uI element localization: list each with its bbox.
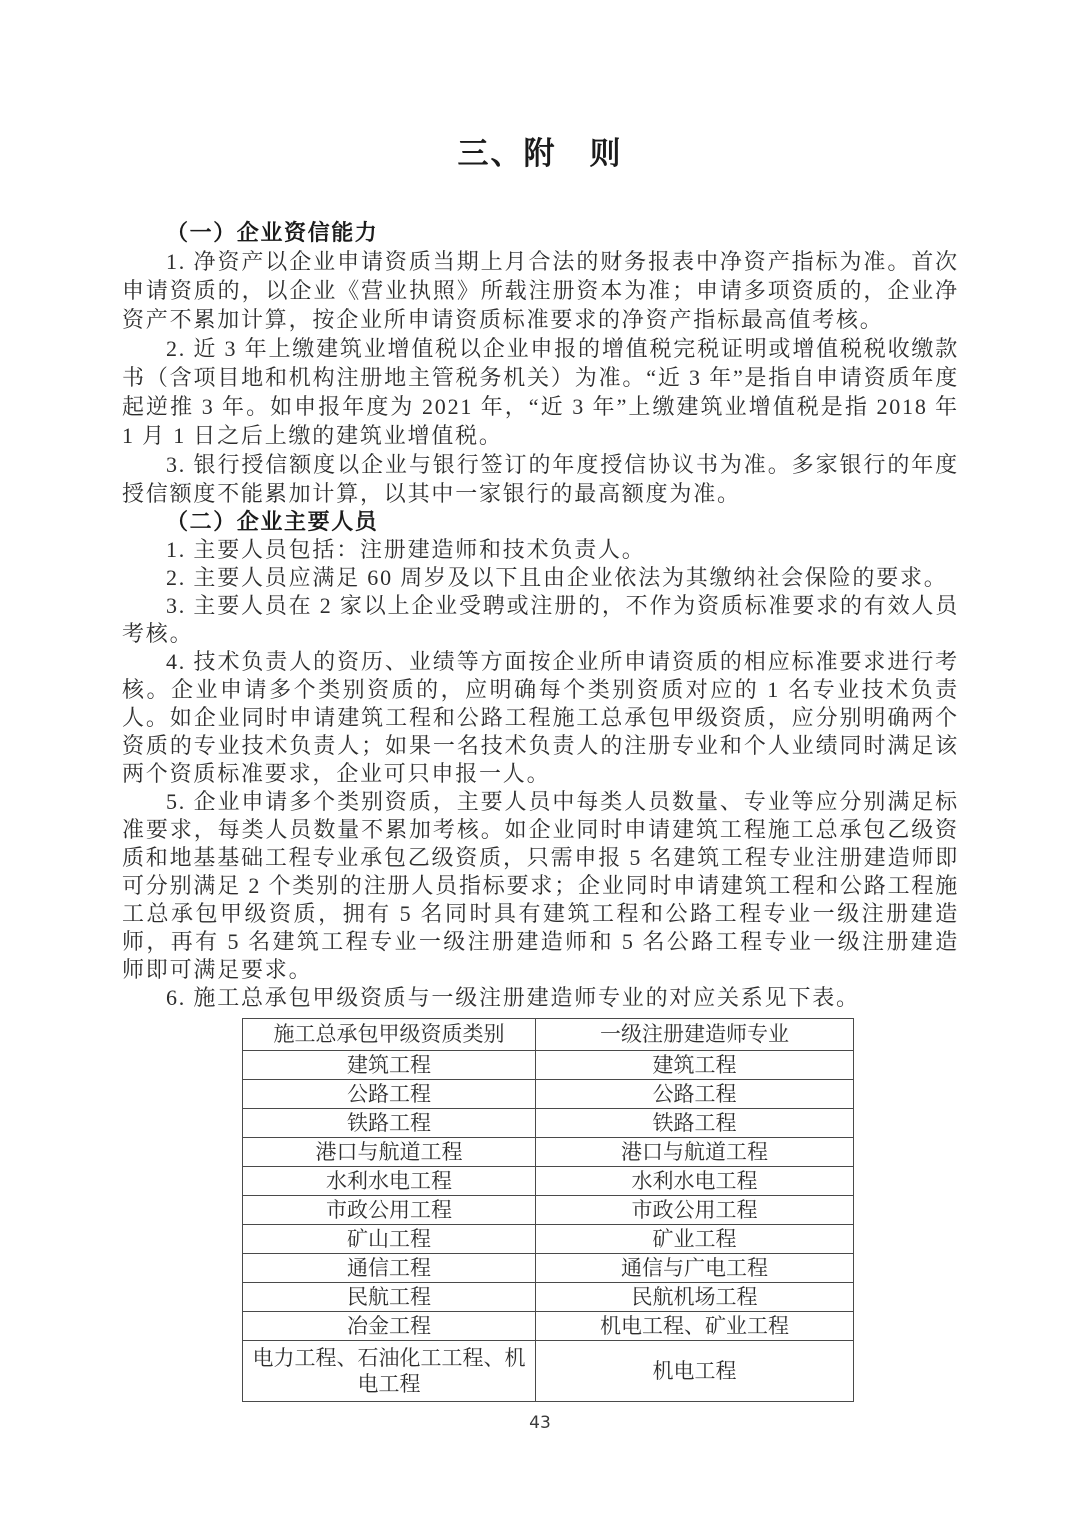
- table-cell: 铁路工程: [243, 1109, 536, 1138]
- paragraph: 3. 主要人员在 2 家以上企业受聘或注册的，不作为资质标准要求的有效人员考核。: [122, 593, 959, 646]
- table-cell: 水利水电工程: [243, 1167, 536, 1196]
- document-body: [122, 218, 959, 1402]
- table-row: [243, 1283, 854, 1312]
- section-heading: （二）企业主要人员: [166, 509, 379, 534]
- table-cell: 电力工程、石油化工工程、机电工程: [243, 1341, 536, 1402]
- table-cell: 通信与广电工程: [536, 1254, 854, 1283]
- table-cell: 市政公用工程: [243, 1196, 536, 1225]
- table-row: [243, 1312, 854, 1341]
- paragraph: 4. 技术负责人的资历、业绩等方面按企业所申请资质的相应标准要求进行考核。企业申请多个类别资质的，应明确每个类别资质对应的 1 名专业技术负责人。如企业同时申请建筑工程和公路工程施工总承包甲级资质，应分别明确两个资质的专业技术负责人；如果一名技术负责人的注册专业和个人业绩同时满足该两个资质标准要求，企业可只申报一人。: [122, 649, 959, 786]
- table-row: [243, 1080, 854, 1109]
- table-cell: 市政公用工程: [536, 1196, 854, 1225]
- table-cell: 建筑工程: [536, 1051, 854, 1080]
- paragraph: 2. 近 3 年上缴建筑业增值税以企业申报的增值税完税证明或增值税税收缴款书（含项目地和机构注册地主管税务机关）为准。“近 3 年”是指自申请资质年度起逆推 3 年。如申报年度为 2021 年，“近 3 年”上缴建筑业增值税是指 2018 年 1 月 1 日之后上缴的建筑业增值税。: [122, 336, 959, 448]
- table-header-row: [243, 1019, 854, 1051]
- section-key-personnel: [122, 508, 959, 1012]
- paragraph: 1. 净资产以企业申请资质当期上月合法的财务报表中净资产指标为准。首次申请资质的，以企业《营业执照》所载注册资本为准；申请多项资质的，企业净资产不累加计算，按企业所申请资质标准要求的净资产指标最高值考核。: [122, 249, 959, 332]
- table-header-cell: 施工总承包甲级资质类别: [243, 1019, 536, 1051]
- table-cell: 冶金工程: [243, 1312, 536, 1341]
- paragraph: 2. 主要人员应满足 60 周岁及以下且由企业依法为其缴纳社会保险的要求。: [166, 565, 948, 590]
- table-row: [243, 1051, 854, 1080]
- table-row: [243, 1167, 854, 1196]
- section-credit-capacity: [122, 218, 959, 508]
- table-cell: 港口与航道工程: [243, 1138, 536, 1167]
- paragraph: 3. 银行授信额度以企业与银行签订的年度授信协议书为准。多家银行的年度授信额度不能累加计算，以其中一家银行的最高额度为准。: [122, 452, 959, 506]
- table-header-cell: 一级注册建造师专业: [536, 1019, 854, 1051]
- table-row: [243, 1138, 854, 1167]
- table-cell: 公路工程: [243, 1080, 536, 1109]
- table-cell: 港口与航道工程: [536, 1138, 854, 1167]
- page-title: 三、附 则: [457, 136, 623, 171]
- paragraph: 5. 企业申请多个类别资质，主要人员中每类人员数量、专业等应分别满足标准要求，每类人员数量不累加考核。如企业同时申请建筑工程施工总承包乙级资质和地基基础工程专业承包乙级资质，只需申报 5 名建筑工程专业注册建造师即可分别满足 2 个类别的注册人员指标要求；企业同时申请建筑工程和公路工程施工总承包甲级资质，拥有 5 名同时具有建筑工程和公路工程专业一级注册建造师，再有 5 名建筑工程专业一级注册建造师和 5 名公路工程专业一级注册建造师即可满足要求。: [122, 789, 959, 982]
- table-row: [243, 1225, 854, 1254]
- paragraph: 6. 施工总承包甲级资质与一级注册建造师专业的对应关系见下表。: [166, 985, 860, 1010]
- table-cell: 机电工程、矿业工程: [536, 1312, 854, 1341]
- table-cell: 通信工程: [243, 1254, 536, 1283]
- paragraph: 1. 主要人员包括：注册建造师和技术负责人。: [166, 537, 646, 562]
- table-cell: 民航工程: [243, 1283, 536, 1312]
- table-row: [243, 1109, 854, 1138]
- section-heading: （一）企业资信能力: [166, 220, 379, 245]
- table-cell: 矿业工程: [536, 1225, 854, 1254]
- table-cell: 机电工程: [536, 1341, 854, 1402]
- table-cell: 民航机场工程: [536, 1283, 854, 1312]
- table-cell: 铁路工程: [536, 1109, 854, 1138]
- qualification-mapping-table: [242, 1018, 854, 1402]
- table-row: [243, 1196, 854, 1225]
- table-row: [243, 1341, 854, 1402]
- page-number: 43: [529, 1413, 551, 1433]
- table-cell: 矿山工程: [243, 1225, 536, 1254]
- table-cell: 公路工程: [536, 1080, 854, 1109]
- table-cell: 建筑工程: [243, 1051, 536, 1080]
- table-row: [243, 1254, 854, 1283]
- table-cell: 水利水电工程: [536, 1167, 854, 1196]
